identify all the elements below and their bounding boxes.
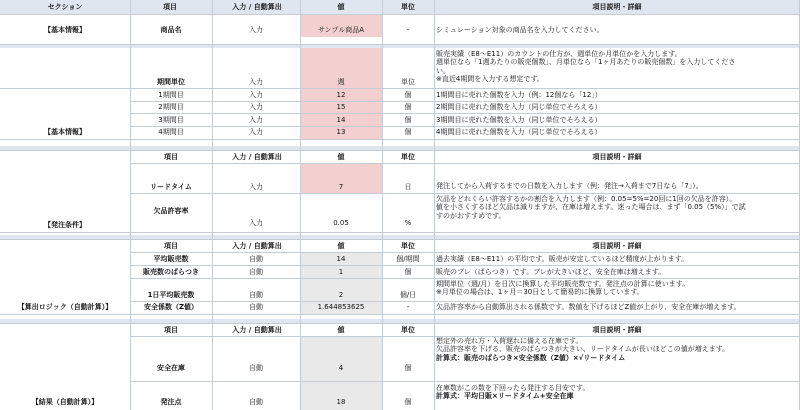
gridline xyxy=(0,44,800,45)
logic-row-4-input-type: 自動 xyxy=(249,303,263,311)
result-header-description: 項目説明・詳細 xyxy=(592,325,642,334)
logic-row-3-item: 1日平均販売数 xyxy=(147,291,195,299)
gridline xyxy=(0,239,800,240)
gridline xyxy=(212,0,213,410)
gridline xyxy=(300,0,301,410)
order-header-unit: 単位 xyxy=(401,152,415,161)
basic1-input-type: 入力 xyxy=(249,26,263,34)
result-row-2-item: 発注点 xyxy=(160,397,182,406)
basic2-period-unit-value[interactable]: 週 xyxy=(337,78,345,86)
order-row-1-unit: 日 xyxy=(404,183,412,191)
gridline xyxy=(130,0,131,410)
result-header-unit: 単位 xyxy=(401,325,415,334)
logic-row-2-description: 販売のブレ（ばらつき）です。ブレが大きいほど、安全在庫は増えます。 xyxy=(436,268,666,276)
result-row-2-input-type: 自動 xyxy=(249,397,263,406)
header-description: 項目説明・詳細 xyxy=(592,3,642,11)
basic2-row-4-input-type: 入力 xyxy=(249,128,263,136)
gridline xyxy=(0,232,800,233)
basic1-description: シミュレーション対象の商品名を入力してください。 xyxy=(436,26,604,34)
basic2-row-1-unit: 個 xyxy=(404,91,412,99)
order-header-item: 項目 xyxy=(164,152,178,161)
gridline xyxy=(130,278,800,279)
basic2-row-2-input-type: 入力 xyxy=(249,103,263,111)
order-row-1-item: リードタイム xyxy=(150,183,192,191)
basic2-row-4-description: 4期間目に売れた個数を入力（同じ単位でそろえる） xyxy=(436,128,602,136)
gridline xyxy=(130,265,800,266)
logic-header-input-type: 入力 / 自動算出 xyxy=(232,241,282,250)
result-row-1-unit: 個 xyxy=(404,364,412,372)
result-row-2-unit: 個 xyxy=(404,397,412,406)
header-input-type: 入力 / 自動算出 xyxy=(232,3,282,11)
basic1-unit: - xyxy=(406,26,410,34)
basic2-row-3-unit: 個 xyxy=(404,116,412,124)
basic2-row-4-unit: 個 xyxy=(404,128,412,136)
gridline xyxy=(0,323,800,324)
basic2-period-unit-input-type: 入力 xyxy=(249,78,263,86)
gridline xyxy=(130,301,800,302)
logic-row-3-unit: 個/日 xyxy=(399,291,417,299)
basic1-section: 【基本情報】 xyxy=(44,26,86,34)
result-section: 【結果（自動計算）】 xyxy=(31,397,99,406)
order-row-1-description: 発注してから入荷するまでの日数を入力します（例：発注→入荷まで7日なら「7」）。 xyxy=(436,182,703,190)
result-row-1-item: 安全在庫 xyxy=(157,364,185,372)
order-row-2-unit: % xyxy=(404,219,412,227)
basic2-row-4-value[interactable]: 13 xyxy=(336,128,346,136)
result-header-value: 値 xyxy=(337,325,345,334)
gridline xyxy=(130,101,800,102)
basic2-row-2-description: 2期間目に売れた個数を入力（同じ単位でそろえる） xyxy=(436,103,602,111)
gridline xyxy=(0,314,800,315)
logic-row-2-input-type: 自動 xyxy=(249,268,263,276)
header-item: 項目 xyxy=(163,3,177,11)
logic-row-2-unit: 個 xyxy=(404,268,412,276)
order-row-1-input-type: 入力 xyxy=(249,183,263,191)
basic2-row-3-value[interactable]: 14 xyxy=(336,116,346,124)
order-header-description: 項目説明・詳細 xyxy=(592,152,642,161)
logic-row-1-value: 14 xyxy=(336,255,346,263)
order-section: 【発注条件】 xyxy=(44,221,86,229)
result-row-2-value: 18 xyxy=(336,397,346,406)
basic2-row-2-unit: 個 xyxy=(404,103,412,111)
basic2-intro: 販売実績（E8〜E11）のカウントの仕方が、週単位か月単位かを入力します。 週単位なら「1週あたりの販売個数」、月単位なら「1ヶ月あたりの販売個数」を入力してくださ い。 ※直近4期間を入力する想定です。 xyxy=(436,50,736,84)
basic2-period-unit-item: 期間単位 xyxy=(157,78,185,86)
logic-section: 【算出ロジック（自動計算）】 xyxy=(17,303,113,311)
result-row-2-description: 在庫数がこの数を下回ったら発注する目安です。 計算式：平均日販×リードタイム+安全在庫 xyxy=(436,384,590,401)
gridline xyxy=(0,150,800,151)
logic-row-1-input-type: 自動 xyxy=(249,255,263,263)
gridline xyxy=(130,193,800,194)
gridline xyxy=(0,14,800,15)
result-row-1-description: 想定外の売れ方・入荷遅れに備える在庫です。 欠品許容率を下げる、販売のばらつきが大きい、リードタイムが長いほどこの値が増えます。 計算式：販売のばらつき×安全係数（Z値）×√リードタイム xyxy=(436,337,730,362)
gridline xyxy=(382,0,383,410)
gridline xyxy=(130,163,800,164)
gridline xyxy=(130,336,800,337)
order-row-2-description: 欠品をどれくらい許容するかの割合を入力します（例：0.05=5%=20回に1回の欠品を許容）。 値を小さくするほど欠品は減りますが、在庫は増えます。迷った場合は、まず「0.05（5%）」で試 すのがおすすめです。 xyxy=(436,195,746,220)
logic-header-value: 値 xyxy=(337,241,345,250)
basic2-row-3-input-type: 入力 xyxy=(249,116,263,124)
header-unit: 単位 xyxy=(401,3,415,11)
logic-row-4-value: 1.644853625 xyxy=(317,303,365,311)
basic2-row-2-value[interactable]: 15 xyxy=(336,103,346,111)
logic-row-4-item: 安全係数（Z値） xyxy=(143,303,199,311)
basic2-row-3-item: 3期間目 xyxy=(158,116,184,124)
header-value: 値 xyxy=(337,3,345,11)
basic2-period-unit-unit: 単位 xyxy=(401,78,415,86)
basic2-row-1-input-type: 入力 xyxy=(249,91,263,99)
logic-row-4-unit: - xyxy=(406,303,410,311)
result-header-input-type: 入力 / 自動算出 xyxy=(232,325,282,334)
order-row-1-value[interactable]: 7 xyxy=(338,183,344,191)
order-row-2-value[interactable]: 0.05 xyxy=(333,219,349,227)
result-row-1-input-type: 自動 xyxy=(249,364,263,372)
order-row-2-item: 欠品許容率 xyxy=(153,207,189,215)
gridline xyxy=(130,113,800,114)
header-section: セクション xyxy=(47,3,83,11)
logic-row-3-input-type: 自動 xyxy=(249,291,263,299)
result-header-item: 項目 xyxy=(164,325,178,334)
logic-row-4-description: 欠品許容率から自動算出される係数です。数値を下げるほどZ値が上がり、安全在庫が増えます。 xyxy=(436,303,741,311)
basic2-row-1-description: 1期間目に売れた個数を入力（例：12個なら「12」） xyxy=(436,91,602,99)
basic2-section: 【基本情報】 xyxy=(44,128,86,136)
logic-row-1-unit: 個/期間 xyxy=(396,255,420,263)
gridline xyxy=(130,252,800,253)
logic-header-unit: 単位 xyxy=(401,241,415,250)
basic1-value[interactable]: サンプル商品A xyxy=(317,26,365,34)
logic-row-3-value: 2 xyxy=(338,291,344,299)
order-header-input-type: 入力 / 自動算出 xyxy=(232,152,282,161)
logic-row-1-item: 平均販売数 xyxy=(153,255,189,263)
gridline xyxy=(130,381,800,382)
basic2-row-4-item: 4期間目 xyxy=(158,128,184,136)
gridline xyxy=(0,139,800,140)
logic-row-2-value: 1 xyxy=(338,268,344,276)
basic2-row-1-value[interactable]: 12 xyxy=(336,91,346,99)
logic-header-item: 項目 xyxy=(164,241,178,250)
gridline xyxy=(434,0,435,410)
order-header-value: 値 xyxy=(337,152,345,161)
basic2-row-2-item: 2期間目 xyxy=(158,103,184,111)
gridline xyxy=(0,88,800,89)
logic-row-2-item: 販売数のばらつき xyxy=(143,268,199,276)
logic-row-3-description: 期間単位（週/月）を日次に換算した平均販売数です。発注点の計算に使います。 ※月単位の場合は、1ヶ月＝30日として簡易的に換算しています。 xyxy=(436,280,690,297)
basic2-row-3-description: 3期間目に売れた個数を入力（同じ単位でそろえる） xyxy=(436,116,602,124)
logic-row-1-description: 過去実績（E8〜E11）の平均です。販売が安定しているほど精度が上がります。 xyxy=(436,255,689,263)
result-row-1-value: 4 xyxy=(338,364,344,372)
order-row-2-input-type: 入力 xyxy=(249,219,263,227)
basic1-item: 商品名 xyxy=(160,26,182,34)
basic2-row-1-item: 1期間目 xyxy=(158,91,184,99)
gridline xyxy=(130,126,800,127)
logic-header-description: 項目説明・詳細 xyxy=(592,241,642,250)
